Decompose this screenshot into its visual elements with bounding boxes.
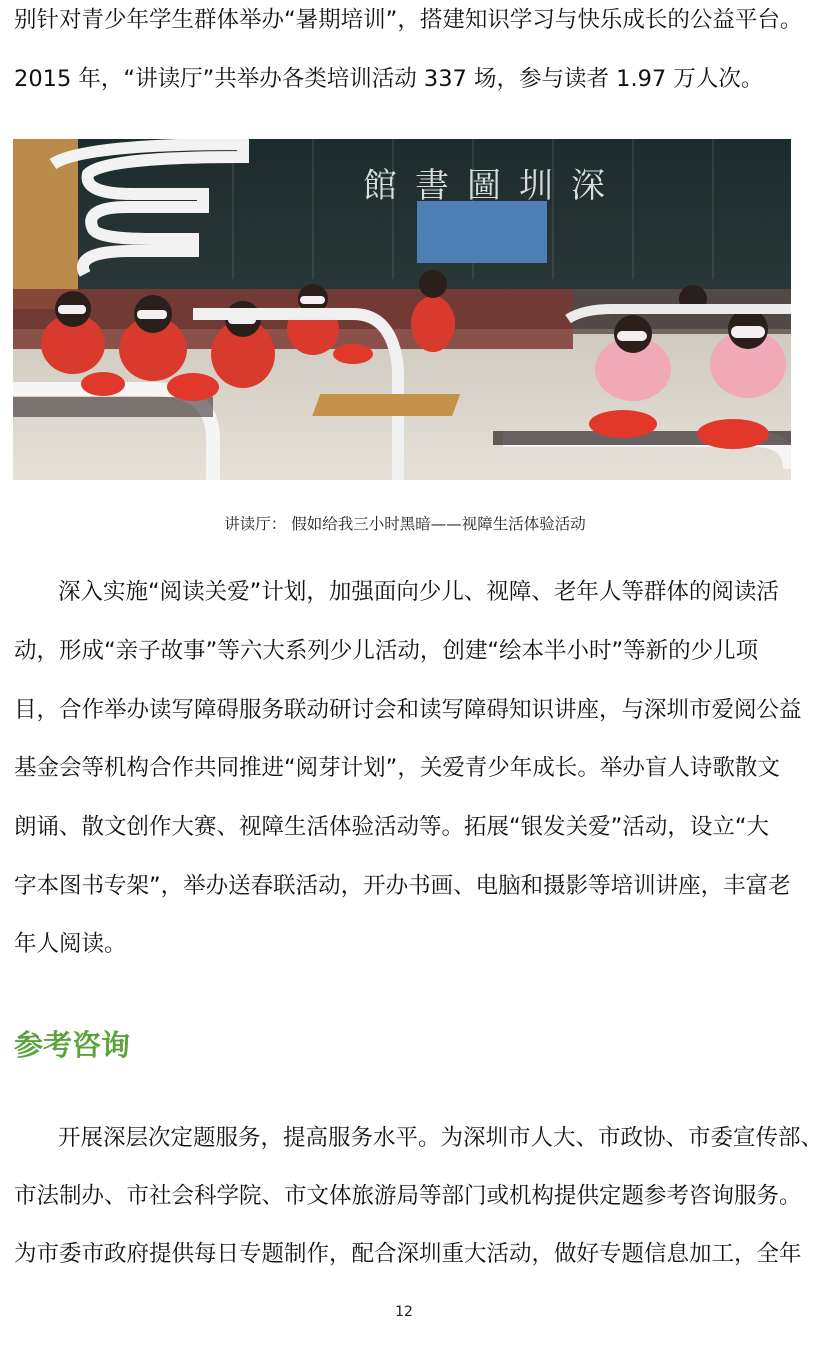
body-text-line: 别针对青少年学生群体举办“暑期培训”，搭建知识学习与快乐成长的公益平台。 — [14, 7, 803, 33]
body-text-line: 深入实施“阅读关爱”计划，加强面向少儿、视障、老年人等群体的阅读活 — [58, 579, 779, 605]
body-text-line: 年人阅读。 — [14, 931, 127, 957]
body-text-line: 朗诵、散文创作大赛、视障生活体验活动等。拓展“银发关爱”活动，设立“大 — [14, 814, 769, 840]
body-text-line: 字本图书专架”，举办送春联活动，开办书画、电脑和摄影等培训讲座，丰富老 — [14, 873, 791, 899]
body-text-line: 动，形成“亲子故事”等六大系列少儿活动，创建“绘本半小时”等新的少儿项 — [14, 638, 759, 664]
event-photo — [13, 139, 791, 480]
body-text-line: 为市委市政府提供每日专题制作，配合深圳重大活动，做好专题信息加工，全年 — [14, 1241, 802, 1267]
photo-caption: 讲读厅： 假如给我三小时黑暗——视障生活体验活动 — [224, 515, 586, 533]
sign-text: 館書圖圳深 — [363, 166, 623, 206]
body-text-line: 2015 年，“讲读厅”共举办各类培训活动 337 场，参与读者 1.97 万人次。 — [14, 66, 764, 92]
body-text-line: 目，合作举办读写障碍服务联动研讨会和读写障碍知识讲座，与深圳市爱阅公益 — [14, 697, 802, 723]
body-text-line: 基金会等机构合作共同推进“阅芽计划”，关爱青少年成长。举办盲人诗歌散文 — [14, 755, 780, 781]
body-text-line: 市法制办、市社会科学院、市文体旅游局等部门或机构提供定题参考咨询服务。 — [14, 1183, 802, 1209]
page-number: 12 — [395, 1304, 413, 1320]
section-heading: 参考咨询 — [14, 1028, 131, 1062]
body-text-line: 开展深层次定题服务，提高服务水平。为深圳市人大、市政协、市委宣传部、 — [58, 1125, 824, 1151]
